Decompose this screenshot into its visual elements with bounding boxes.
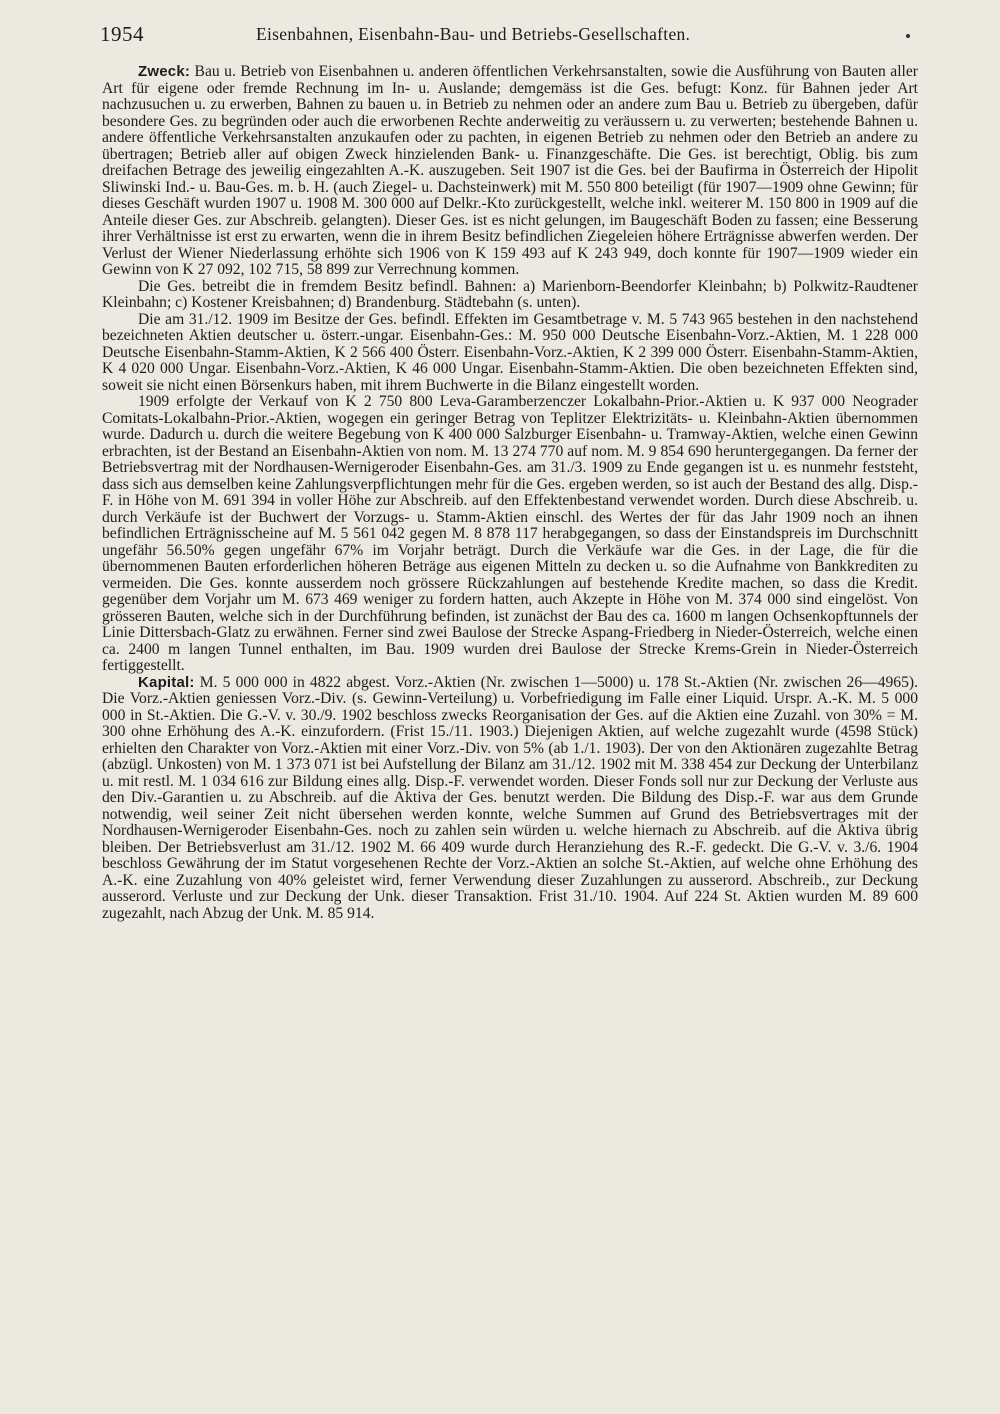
paragraph-effekten: Die am 31./12. 1909 im Besitze der Ges. befindl. Effekten im Gesamtbetrage v. M. 5 743 965 bestehen in den nachstehend bezeichneten Aktien deutscher u. österr.-ungar. Eisenbahn-Ges.: M. 950 000 Deutsche Eisenbahn-Vorz.-Aktien, M. 1 228 000 Deutsche Eisenbahn-Stamm-Aktien, K 2 566 400 Österr. Eisenbahn-Vorz.-Aktien, K 2 399 000 Österr. Eisenbahn-Stamm-Aktien, K 4 020 000 Ungar. Eisenbahn-Vorz.-Aktien, K 46 000 Ungar. Eisenbahn-Stamm-Aktien. Die oben bezeichneten Effekten sind, soweit sie nicht einen Börsenkurs haben, mit ihrem Buchwerte in die Bilanz eingestellt worden. (102, 310, 918, 394)
kapital-heading: Kapital: (138, 673, 195, 691)
paragraph-bahnen: Die Ges. betreibt die in fremdem Besitz befindl. Bahnen: a) Marienborn-Beendorfer Kleinbahn; b) Polkwitz-Raudtener Kleinbahn; c) Kostener Kreisbahnen; d) Brandenburg. Städtebahn (s. unten). (102, 277, 918, 311)
kapital-text: M. 5 000 000 in 4822 abgest. Vorz.-Aktien (Nr. zwischen 1—5000) u. 178 St.-Aktien (Nr. zwischen 26—4965). Die Vorz.-Aktien geniessen Vorz.-Div. (s. Gewinn-Verteilung) u. Vorbefriedigung im Falle einer Liquid. Urspr. A.-K. M. 5 000 000 in St.-Aktien. Die G.-V. v. 30./9. 1902 beschloss zwecks Reorganisation der Ges. auf die Aktien eine Zuzahl. von 30% = M. 300 ohne Erhöhung des A.-K. einzufordern. (Frist 15./11. 1903.) Diejenigen Aktien, auf welche zugezahlt wurde (4598 Stück) erhielten den Charakter von Vorz.-Aktien mit einer Vorz.-Div. von 5% (ab 1./1. 1903). Der von den Aktionären zugezahlte Betrag (abzügl. Unkosten) von M. 1 373 071 ist bei Aufstellung der Bilanz am 31./12. 1902 mit M. 338 454 zur Deckung der Unterbilanz u. mit restl. M. 1 034 616 zur Bildung eines allg. Disp.-F. verwendet worden. Dieser Fonds soll nur zur Deckung der Verluste aus den Div.-Garantien u. zu Abschreib. auf die Aktiva der Ges. benutzt werden. Die Bildung des Disp.-F. war aus dem Grunde notwendig, weil seiner Zeit nicht übersehen werden konnte, welche Summen auf Grund des Betriebsvertrages mit der Nordhausen-Wernigeroder Eisenbahn-Ges. noch zu zahlen sein würden u. welche hiernach zu Abschreib. auf die Aktiva übrig bleiben. Der Betriebsverlust am 31./12. 1902 M. 66 409 wurde durch Heranziehung des R.-F. gedeckt. Die G.-V. v. 3./6. 1904 beschloss Gewährung der im Statut vorgesehenen Rechte der Vorz.-Aktien an solche St.-Aktien, auf welche ohne Erhöhung des A.-K. eine Zuzahlung von 40% geleistet wird, ferner Verwendung dieser Zuzahlungen zu ausserord. Abschreib., zur Deckung ausserord. Verluste und zur Deckung der Unk. dieser Transaktion. Frist 31./10. 1904. Auf 224 St. Aktien wurden M. 89 600 zugezahlt, nach Abzug der Unk. M. 85 914. (102, 673, 918, 922)
running-title: Eisenbahnen, Eisenbahn-Bau- und Betriebs-Gesellschaften. (256, 24, 691, 44)
page-number: 1954 (100, 22, 144, 46)
header-dot-mark (906, 34, 910, 38)
facing-page-edge (986, 120, 1000, 420)
paragraph-verkauf: 1909 erfolgte der Verkauf von K 2 750 800 Leva-Garamberzenczer Lokalbahn-Prior.-Aktien u. K 937 000 Neograder Comitats-Lokalbahn-Prior.-Aktien, wogegen ein geringer Betrag von Teplitzer Elektrizitäts- u. Kleinbahn-Aktien übernommen wurde. Dadurch u. durch die weitere Begebung von K 400 000 Salzburger Eisenbahn- u. Tramway-Aktien, welche einen Gewinn erbrachten, ist der Bestand an Eisenbahn-Aktien von nom. M. 13 274 770 auf nom. M. 9 854 690 heruntergegangen. Da ferner der Betriebsvertrag mit der Nordhausen-Wernigeroder Eisenbahn-Ges. am 31./3. 1909 zu Ende gegangen ist u. es nunmehr feststeht, dass sich aus demselben keine Zahlungsverpflichtungen mehr für die Ges. ergeben werden, so ist auch der Bestand des allg. Disp.-F. in Höhe von M. 691 394 in voller Höhe zur Abschreib. auf den Effektenbestand verwendet worden. Durch diese Abschreib. u. durch Verkäufe ist der Buchwert der Vorzugs- u. Stamm-Aktien einschl. des Wertes der für das Jahr 1909 noch an ihnen befindlichen Erträgnisscheine auf M. 5 561 042 gegen M. 8 878 117 herabgegangen, so dass der Einstandspreis im Durchschnitt ungefähr 56.50% gegen ungefähr 67% im Vorjahr beträgt. Durch die Verkäufe war die Ges. in der Lage, die für die übernommenen Bauten erforderlichen höheren Beträge aus eigenen Mitteln zu decken u. so die Aufnahme von Bankkrediten zu vermeiden. Die Ges. konnte ausserdem noch grössere Rückzahlungen auf bestehende Kredite machen, so dass die Kredit. gegenüber dem Vorjahr um M. 673 469 weniger zu fordern hatten, auch Akzepte in Höhe von M. 374 000 sind eingelöst. Von grösseren Bauten, welche sich in der Durchführung befinden, ist zunächst der Bau des ca. 1600 m langen Ochsenkopftunnels der Linie Dittersbach-Glatz zu erwähnen. Ferner sind zwei Baulose der Strecke Aspang-Friedberg in Nieder-Österreich, welche einen ca. 2400 m langen Tunnel enthalten, im Bau. 1909 wurden drei Baulose der Strecke Krems-Grein in Nieder-Österreich fertiggestellt. (102, 393, 918, 674)
zweck-text: Bau u. Betrieb von Eisenbahnen u. anderen öffentlichen Verkehrsanstalten, sowie die Ausführung von Bauten aller Art für eigene oder fremde Rechnung im In- u. Auslande; demgemäss ist die Ges. befugt: Konz. für Bahnen jeder Art nachzusuchen u. zu erwerben, Bahnen zu bauen u. in Betrieb zu nehmen oder an andere zum Bau u. Betrieb zu übergeben, dafür besondere Ges. zu begründen oder auch die erworbenen Rechte anderweitig zu veräussern u. zu verwerten; bestehende Bahnen u. andere öffentliche Verkehrsanstalten anzukaufen oder zu pachten, in eigenen Betrieb zu nehmen oder den Betrieb an andere zu übertragen; Betrieb aller auf obigen Zweck hinzielenden Bank- u. Finanzgeschäfte. Die Ges. ist berechtigt, Oblig. bis zum dreifachen Betrage des jeweilig eingezahlten A.-K. auszugeben. Seit 1907 ist die Ges. bei der Baufirma in Österreich der Hipolit Sliwinski Ind.- u. Bau-Ges. m. b. H. (auch Ziegel- u. Dachsteinwerk) mit M. 550 800 beteiligt (für 1907—1909 ohne Gewinn; für dieses Geschäft wurden 1907 u. 1908 M. 300 000 auf Delkr.-Kto zurückgestellt, welche inkl. weiterer M. 150 800 in 1909 auf die Anteile dieser Ges. zur Abschreib. gelangten). Dieser Ges. ist es nicht gelungen, im Baugeschäft Boden zu fassen; eine Besserung ihrer Verhältnisse ist erst zu erwarten, wenn die in ihrem Besitz befindlichen Ziegeleien höhere Erträgnisse abwerfen werden. Der Verlust der Wiener Niederlassung erhöhte sich 1906 von K 159 493 auf K 243 949, doch konnte für 1907—1909 wieder ein Gewinn von K 27 092, 102 715, 58 899 zur Verrechnung kommen. (102, 63, 918, 278)
zweck-heading: Zweck: (138, 63, 191, 80)
kapital-paragraph (102, 675, 918, 923)
body-text (102, 64, 918, 922)
zweck-paragraph (102, 64, 918, 279)
page-header (100, 22, 980, 52)
